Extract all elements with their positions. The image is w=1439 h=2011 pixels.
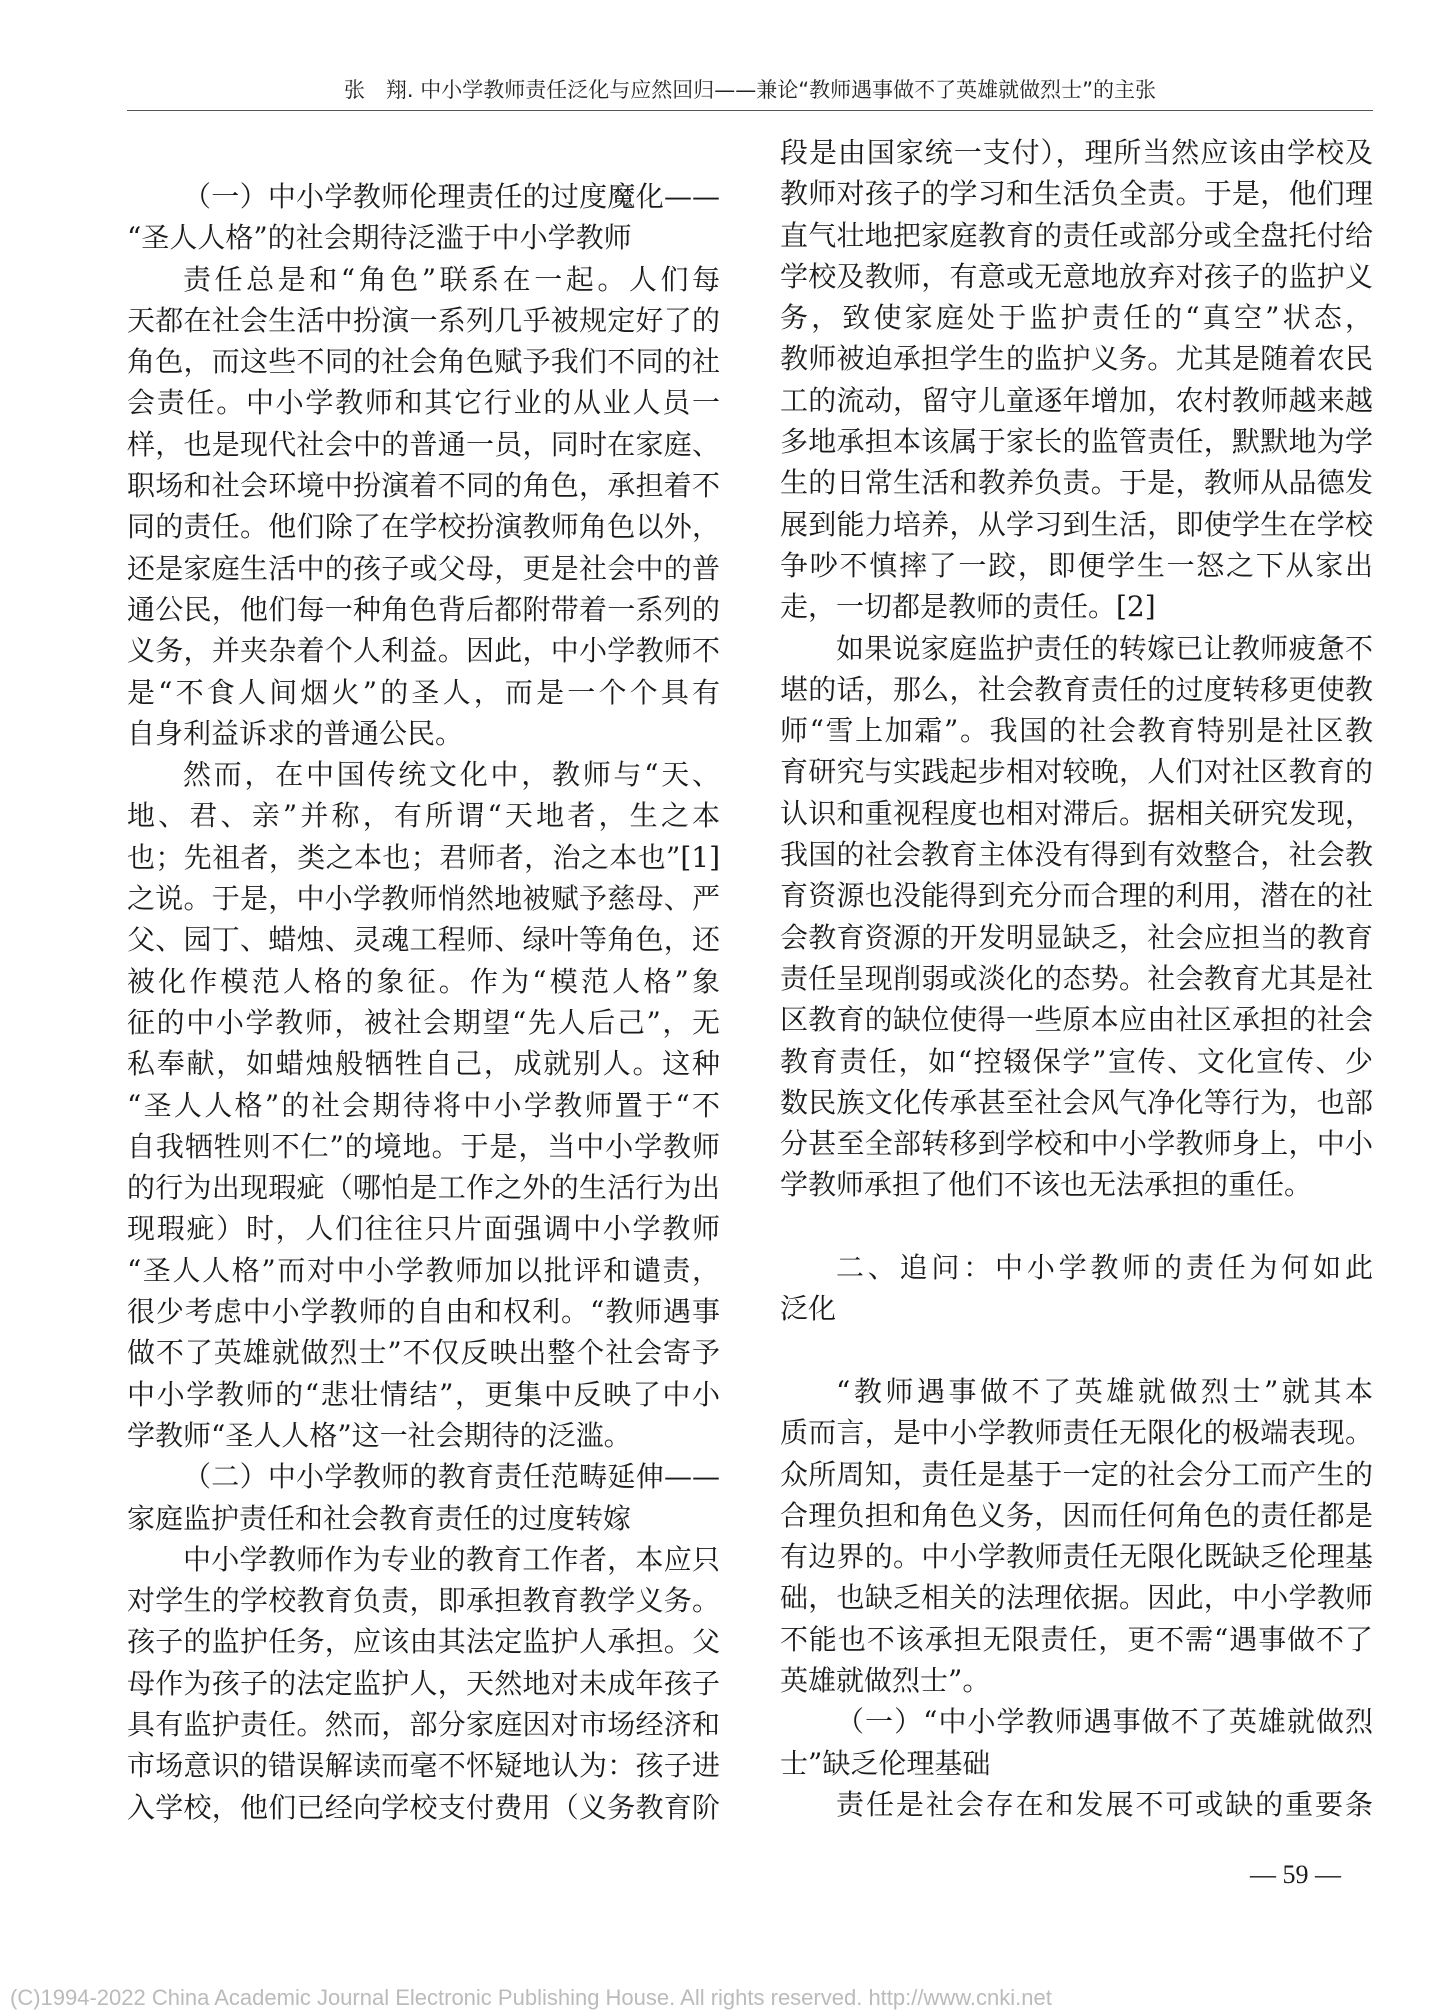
- text-line: 教师对孩子的学习和生活负全责。于是，他们理: [780, 177, 1373, 211]
- paragraph: [780, 1784, 1373, 1825]
- text-line: 同的责任。他们除了在学校扮演教师角色以外，: [127, 510, 720, 544]
- blank-line: [780, 1206, 1373, 1247]
- text-line: 自身利益诉求的普通公民。: [127, 716, 464, 750]
- text-line: 样，也是现代社会中的普通一员，同时在家庭、: [127, 427, 720, 461]
- left-column: [127, 176, 720, 1828]
- text-line: 被化作模范人格的象征。作为“模范人格”象: [127, 964, 720, 998]
- text-line: 家庭监护责任和社会教育责任的过度转嫁: [127, 1501, 632, 1535]
- text-line: 走，一切都是教师的责任。[2]: [780, 590, 1156, 624]
- spacer: [780, 1330, 1373, 1371]
- text-line: 责任呈现削弱或淡化的态势。社会教育尤其是社: [780, 961, 1373, 995]
- text-line: 私奉献，如蜡烛般牺牲自己，成就别人。这种: [127, 1047, 720, 1081]
- section-heading: [127, 176, 720, 259]
- text-line: （一）中小学教师伦理责任的过度魔化——: [183, 180, 720, 213]
- text-line: 之说。于是，中小学教师悄然地被赋予慈母、严: [127, 882, 720, 916]
- text-line: 数民族文化传承甚至社会风气净化等行为，也部: [780, 1085, 1373, 1119]
- text-line: （一）“中小学教师遇事做不了英雄就做烈: [836, 1705, 1373, 1739]
- text-line: 学教师承担了他们不该也无法承担的重任。: [780, 1168, 1313, 1202]
- text-line: 对学生的学校教育负责，即承担教育教学义务。: [127, 1584, 720, 1618]
- text-line: 不能也不该承担无限责任，更不需“遇事做不了: [780, 1622, 1373, 1656]
- text-line: 市场意识的错误解读而毫不怀疑地认为：孩子进: [127, 1749, 720, 1783]
- text-line: 通公民，他们每一种角色背后都附带着一系列的: [127, 592, 720, 626]
- text-line: 孩子的监护任务，应该由其法定监护人承担。父: [127, 1625, 720, 1659]
- header-rule: [127, 110, 1373, 111]
- text-line: 合理负担和角色义务，因而任何角色的责任都是: [780, 1498, 1373, 1532]
- text-line: 很少考虑中小学教师的自由和权利。“教师遇事: [127, 1295, 720, 1329]
- text-line: 具有监护责任。然而，部分家庭因对市场经济和: [127, 1707, 720, 1741]
- text-line: 责任是社会存在和发展不可或缺的重要条: [836, 1787, 1373, 1821]
- page-number: — 59 —: [1250, 1860, 1341, 1889]
- text-line: “圣人人格”的社会期待泛滥于中小学教师: [127, 221, 632, 255]
- section-heading: [780, 1247, 1373, 1330]
- text-line: “教师遇事做不了英雄就做烈士”就其本: [836, 1374, 1373, 1408]
- text-line: 工的流动，留守儿童逐年增加，农村教师越来越: [780, 383, 1373, 417]
- text-line: 天都在社会生活中扮演一系列几乎被规定好了的: [127, 303, 720, 337]
- text-line: 区教育的缺位使得一些原本应由社区承担的社会: [780, 1003, 1373, 1037]
- text-line: 直气壮地把家庭教育的责任或部分或全盘托付给: [780, 218, 1373, 252]
- text-line: 英雄就做烈士”。: [780, 1663, 991, 1697]
- text-line: “圣人人格”的社会期待将中小学教师置于“不: [127, 1088, 720, 1122]
- text-line: 还是家庭生活中的孩子或父母，更是社会中的普: [127, 551, 720, 585]
- text-line: 认识和重视程度也相对滞后。据相关研究发现，: [780, 796, 1373, 830]
- blank-line: [780, 1330, 1373, 1371]
- text-line: 学教师“圣人人格”这一社会期待的泛滥。: [127, 1418, 632, 1452]
- paragraph: [127, 1539, 720, 1828]
- text-line: 士”缺乏伦理基础: [780, 1746, 991, 1780]
- text-line: 母作为孩子的法定监护人，天然地对未成年孩子: [127, 1666, 720, 1700]
- text-line: 有边界的。中小学教师责任无限化既缺乏伦理基: [780, 1540, 1373, 1574]
- text-line: 段是由国家统一支付），理所当然应该由学校及: [780, 136, 1373, 169]
- paragraph: [780, 1371, 1373, 1701]
- text-line: 中小学教师作为专业的教育工作者，本应只: [183, 1542, 720, 1576]
- section-heading: [127, 1456, 720, 1539]
- text-line: 如果说家庭监护责任的转嫁已让教师疲惫不: [836, 631, 1373, 665]
- text-line: 学校及教师，有意或无意地放弃对孩子的监护义: [780, 259, 1373, 293]
- text-line: 会责任。中小学教师和其它行业的从业人员一: [127, 386, 720, 420]
- text-line: 质而言，是中小学教师责任无限化的极端表现。: [780, 1416, 1373, 1450]
- text-line: 我国的社会教育主体没有得到有效整合，社会教: [780, 838, 1373, 872]
- text-line: 础，也缺乏相关的法理依据。因此，中小学教师: [780, 1581, 1373, 1615]
- text-line: 中小学教师的“悲壮情结”，更集中反映了中小: [127, 1377, 720, 1411]
- text-line: 职场和社会环境中扮演着不同的角色，承担着不: [127, 469, 720, 503]
- text-line: 会教育资源的开发明显缺乏，社会应担当的教育: [780, 920, 1373, 954]
- text-line: 义务，并夹杂着个人利益。因此，中小学教师不: [127, 634, 720, 668]
- text-line: “圣人人格”而对中小学教师加以批评和谴责，: [127, 1253, 720, 1287]
- text-line: 展到能力培养，从学习到生活，即使学生在学校: [780, 507, 1373, 541]
- text-line: 育资源也没能得到充分而合理的利用，潜在的社: [780, 879, 1373, 913]
- text-line: 教育责任，如“控辍保学”宣传、文化宣传、少: [780, 1044, 1373, 1078]
- text-line: 入学校，他们已经向学校支付费用（义务教育阶: [127, 1790, 720, 1824]
- text-line: 生的日常生活和教养负责。于是，教师从品德发: [780, 466, 1373, 500]
- paragraph: [127, 259, 720, 755]
- copyright-notice: (C)1994-2022 China Academic Journal Electronic Publishing House. All rights reserved. http://www.cnki.net: [10, 1985, 1052, 2010]
- text-line: 做不了英雄就做烈士”不仅反映出整个社会寄予: [127, 1336, 720, 1370]
- text-line: 多地承担本该属于家长的监管责任，默默地为学: [780, 425, 1373, 459]
- text-line: 师“雪上加霜”。我国的社会教育特别是社区教: [780, 714, 1373, 748]
- text-line: 分甚至全部转移到学校和中小学教师身上，中小: [780, 1127, 1373, 1161]
- text-line: 征的中小学教师，被社会期望“先人后己”，无: [127, 1005, 720, 1039]
- text-line: 堪的话，那么，社会教育责任的过度转移更使教: [780, 672, 1373, 706]
- text-line: （二）中小学教师的教育责任范畴延伸——: [183, 1460, 720, 1494]
- text-line: 教师被迫承担学生的监护义务。尤其是随着农民: [780, 342, 1373, 376]
- text-line: 地、君、亲”并称，有所谓“天地者，生之本: [127, 799, 720, 833]
- text-line: 争吵不慎摔了一跤，即便学生一怒之下从家出: [780, 548, 1373, 582]
- text-line: 务，致使家庭处于监护责任的“真空”状态，: [780, 301, 1373, 335]
- text-line: 泛化: [780, 1292, 837, 1326]
- text-line: 育研究与实践起步相对较晚，人们对社区教育的: [780, 755, 1373, 789]
- text-line: 现瑕疵）时，人们往往只片面强调中小学教师: [127, 1212, 720, 1246]
- text-line: 角色，而这些不同的社会角色赋予我们不同的社: [127, 345, 720, 379]
- section-heading: [780, 1701, 1373, 1784]
- text-line: 二、追问：中小学教师的责任为何如此: [836, 1251, 1373, 1285]
- text-line: 自我牺牲则不仁”的境地。于是，当中小学教师: [127, 1129, 720, 1163]
- text-line: 是“不食人间烟火”的圣人，而是一个个具有: [127, 675, 720, 709]
- spacer: [780, 1206, 1373, 1247]
- paragraph: [780, 628, 1373, 1206]
- right-column: [780, 132, 1373, 1825]
- running-title: 张 翔. 中小学教师责任泛化与应然回归——兼论“教师遇事做不了英雄就做烈士”的主张: [343, 78, 1157, 102]
- text-line: 责任总是和“角色”联系在一起。人们每: [183, 262, 720, 296]
- text-line: 然而，在中国传统文化中，教师与“天、: [183, 758, 720, 792]
- text-line: 也；先祖者，类之本也；君师者，治之本也”[1]: [127, 840, 720, 874]
- paragraph: [127, 754, 720, 1456]
- text-line: 父、园丁、蜡烛、灵魂工程师、绿叶等角色，还: [127, 923, 720, 957]
- paragraph: [780, 132, 1373, 628]
- text-line: 众所周知，责任是基于一定的社会分工而产生的: [780, 1457, 1373, 1491]
- text-line: 的行为出现瑕疵（哪怕是工作之外的生活行为出: [127, 1171, 720, 1205]
